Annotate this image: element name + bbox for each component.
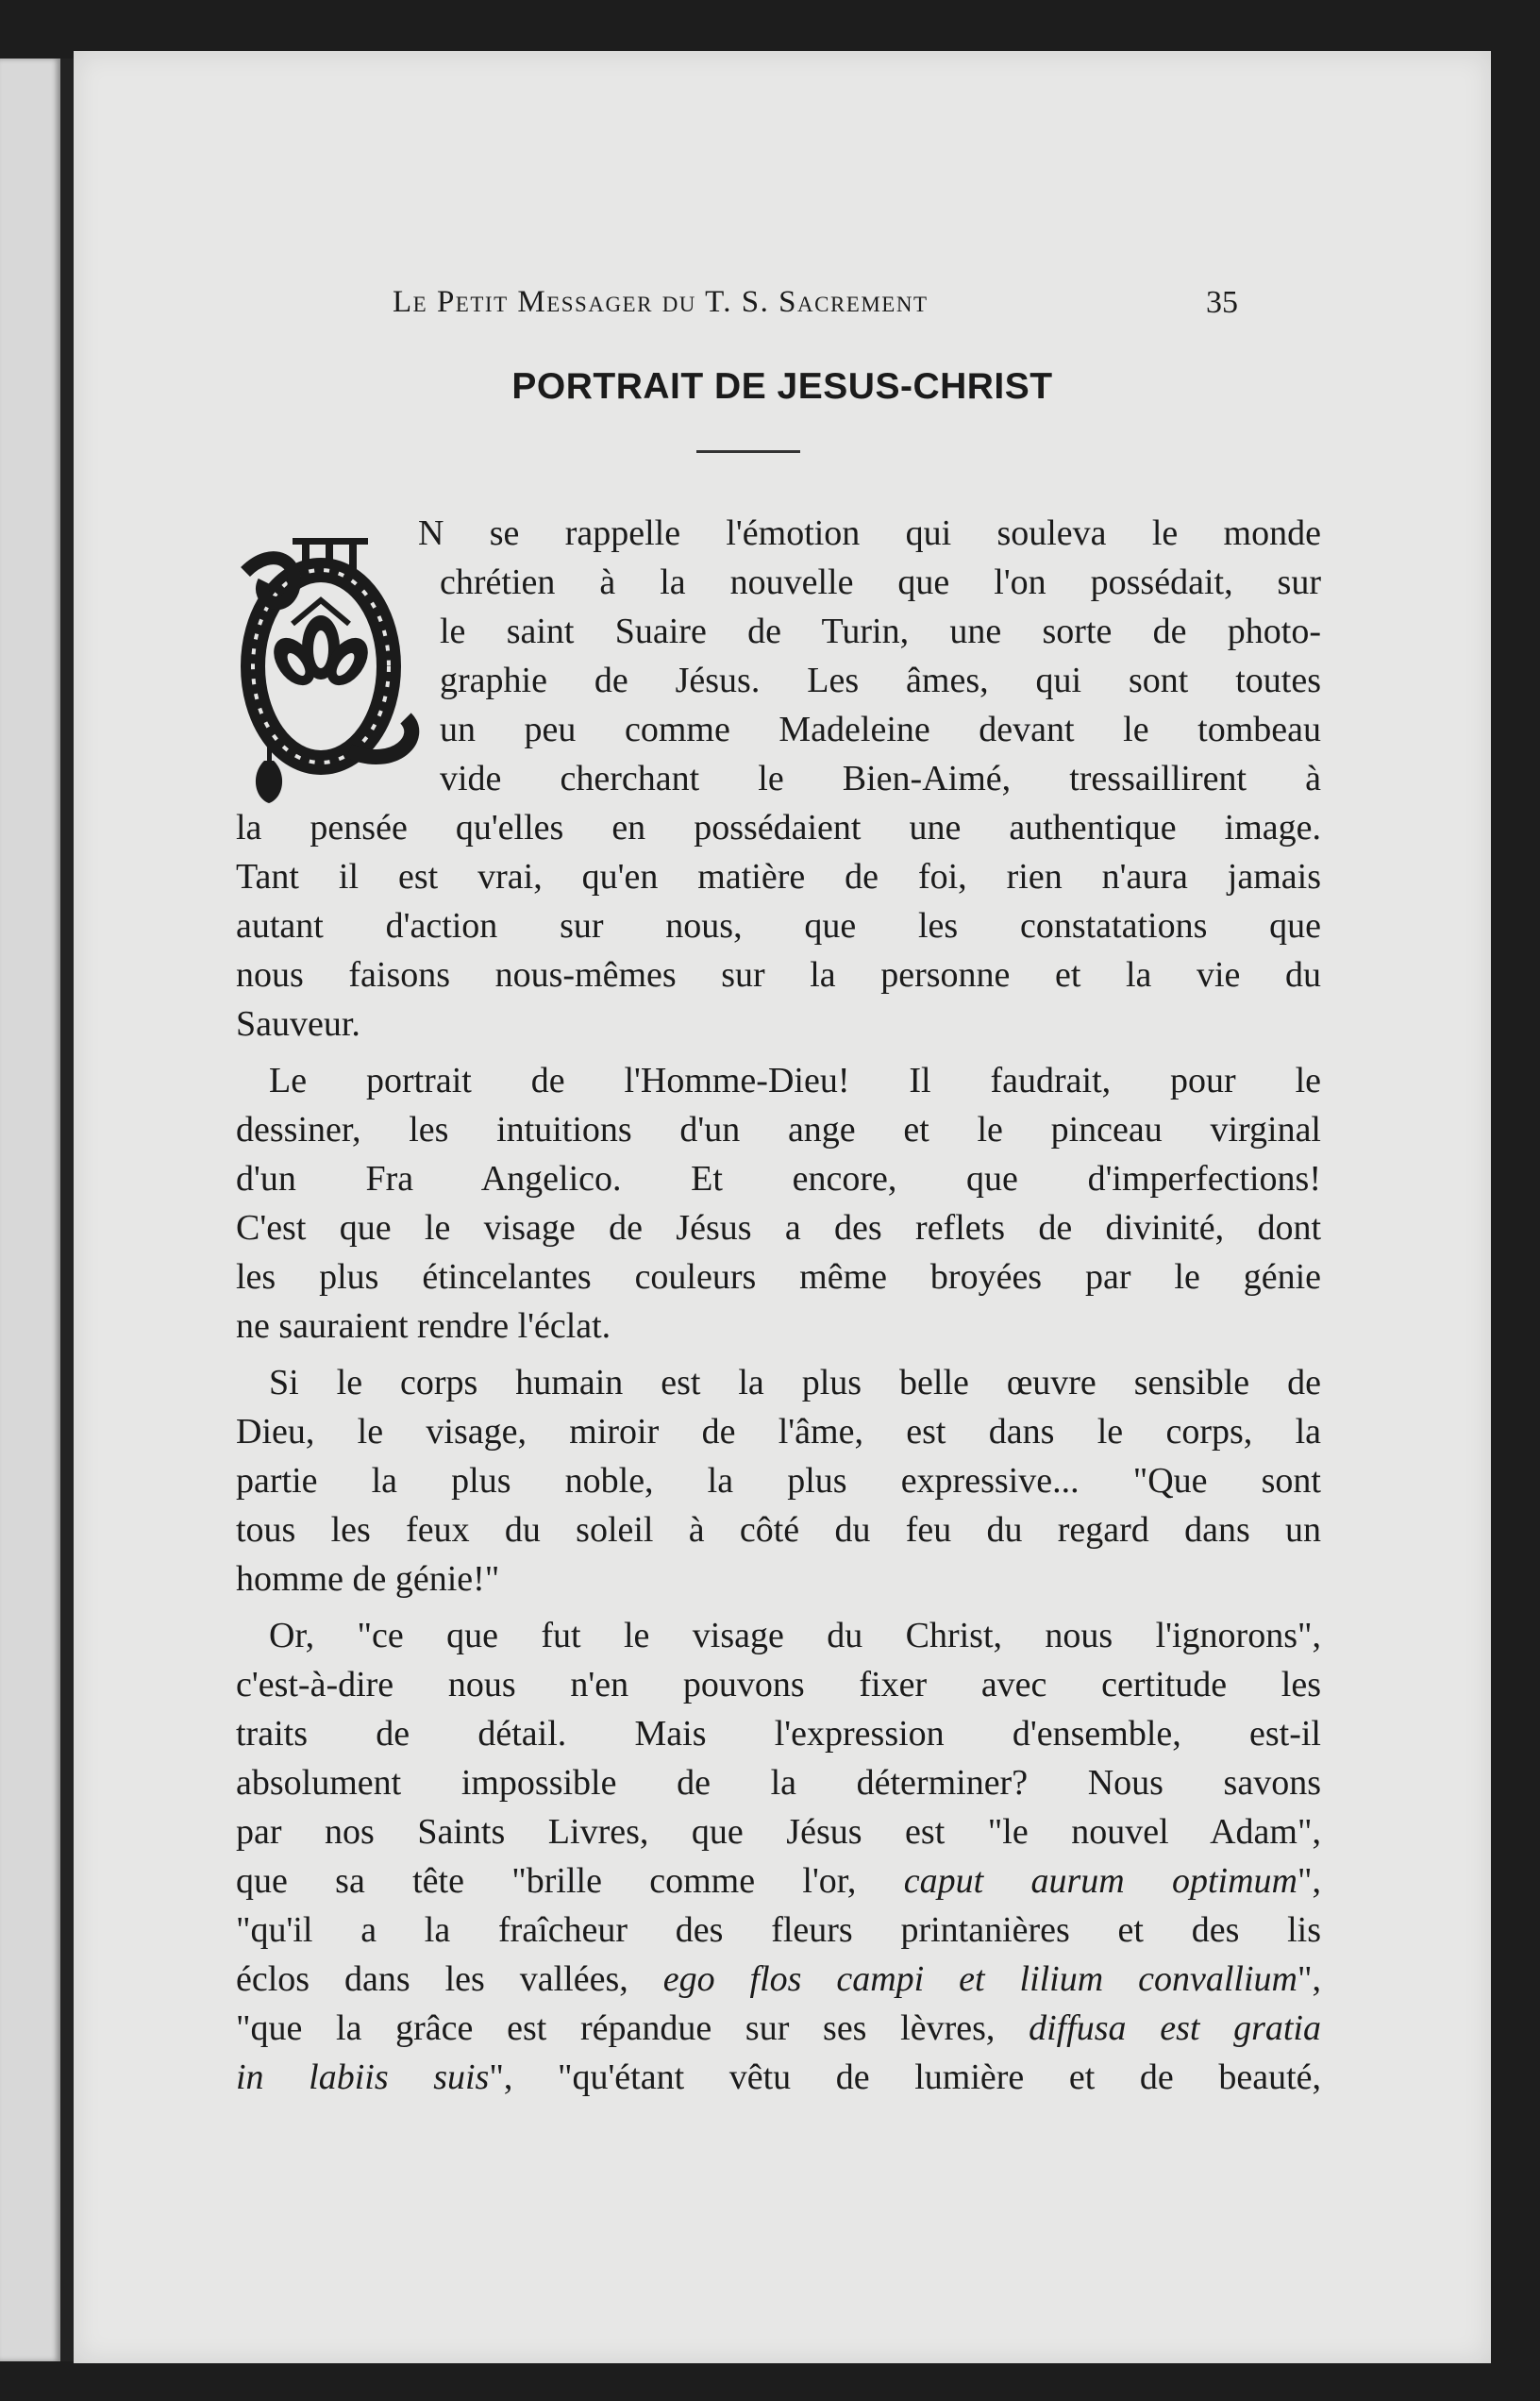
text-line: Or, "ce que fut le visage du Christ, nous l'ignorons",	[269, 1616, 1321, 1655]
text-line: c'est-à-dire nous n'en pouvons fixer avec certitude les	[236, 1665, 1321, 1704]
text-line: Le portrait de l'Homme-Dieu! Il faudrait, pour le	[269, 1061, 1321, 1100]
text-line	[236, 1956, 1321, 2003]
text-line: "qu'il a la fraîcheur des fleurs printanières et des lis	[236, 1910, 1321, 1950]
text-run: ",	[1297, 1861, 1321, 1901]
text-line: partie la plus noble, la plus expressive... "Que sont	[236, 1461, 1321, 1501]
book-page	[74, 51, 1491, 2363]
adjacent-page-edge	[0, 59, 60, 2361]
page-number: 35	[1206, 285, 1238, 320]
text-line: par nos Saints Livres, que Jésus est "le nouvel Adam",	[236, 1812, 1321, 1852]
latin-quote: caput aurum optimum	[903, 1861, 1297, 1901]
text-line: les plus étincelantes couleurs même broyées par le génie	[236, 1257, 1321, 1297]
text-line: vide cherchant le Bien-Aimé, tressaillirent à	[440, 759, 1321, 798]
text-line: un peu comme Madeleine devant le tombeau	[440, 710, 1321, 749]
text-line: dessiner, les intuitions d'un ange et le pinceau virginal	[236, 1110, 1321, 1150]
text-line: N se rappelle l'émotion qui souleva le monde	[418, 513, 1321, 553]
text-line: C'est que le visage de Jésus a des reflets de divinité, dont	[236, 1208, 1321, 1248]
text-line: Tant il est vrai, qu'en matière de foi, rien n'aura jamais	[236, 857, 1321, 897]
text-line: absolument impossible de la déterminer? Nous savons	[236, 1763, 1321, 1803]
text-run: "que la grâce est répandue sur ses lèvres,	[236, 2008, 1029, 2048]
text-run: que sa tête "brille comme l'or,	[236, 1861, 904, 1901]
text-line: d'un Fra Angelico. Et encore, que d'imperfections!	[236, 1159, 1321, 1199]
text-line: nous faisons nous-mêmes sur la personne et la vie du	[236, 955, 1321, 995]
running-head: Le Petit Messager du T. S. Sacrement	[393, 285, 929, 319]
latin-quote: diffusa est gratia	[1029, 2008, 1321, 2048]
text-line	[236, 2054, 1321, 2101]
text-run: ",	[1297, 1959, 1321, 1999]
text-line	[236, 1857, 1321, 1905]
text-line: le saint Suaire de Turin, une sorte de photo-	[440, 612, 1321, 651]
text-line: graphie de Jésus. Les âmes, qui sont toutes	[440, 661, 1321, 700]
text-line: traits de détail. Mais l'expression d'ensemble, est-il	[236, 1714, 1321, 1754]
text-run: ", "qu'étant vêtu de lumière et de beauté,	[489, 2057, 1322, 2097]
text-line: Si le corps humain est la plus belle œuvre sensible de	[269, 1363, 1321, 1402]
text-line	[236, 2005, 1321, 2052]
text-line: autant d'action sur nous, que les constatations que	[236, 906, 1321, 946]
latin-quote: in labiis suis	[236, 2057, 490, 2097]
title-rule	[696, 450, 800, 453]
text-line: Dieu, le visage, miroir de l'âme, est dans le corps, la	[236, 1412, 1321, 1452]
drop-cap-flower	[265, 600, 377, 693]
book-gutter	[60, 59, 74, 2361]
article-title: PORTRAIT DE JESUS-CHRIST	[511, 366, 1053, 407]
text-line: chrétien à la nouvelle que l'on possédait, sur	[440, 562, 1321, 602]
text-line: homme de génie!"	[236, 1559, 500, 1599]
text-run: éclos dans les vallées,	[236, 1959, 663, 1999]
latin-quote: ego flos campi et lilium convallium	[662, 1959, 1297, 1999]
text-line: ne sauraient rendre l'éclat.	[236, 1306, 611, 1346]
text-line: Sauveur.	[236, 1004, 360, 1044]
text-line: la pensée qu'elles en possédaient une authentique image.	[236, 808, 1321, 848]
text-line: tous les feux du soleil à côté du feu du regard dans un	[236, 1510, 1321, 1550]
